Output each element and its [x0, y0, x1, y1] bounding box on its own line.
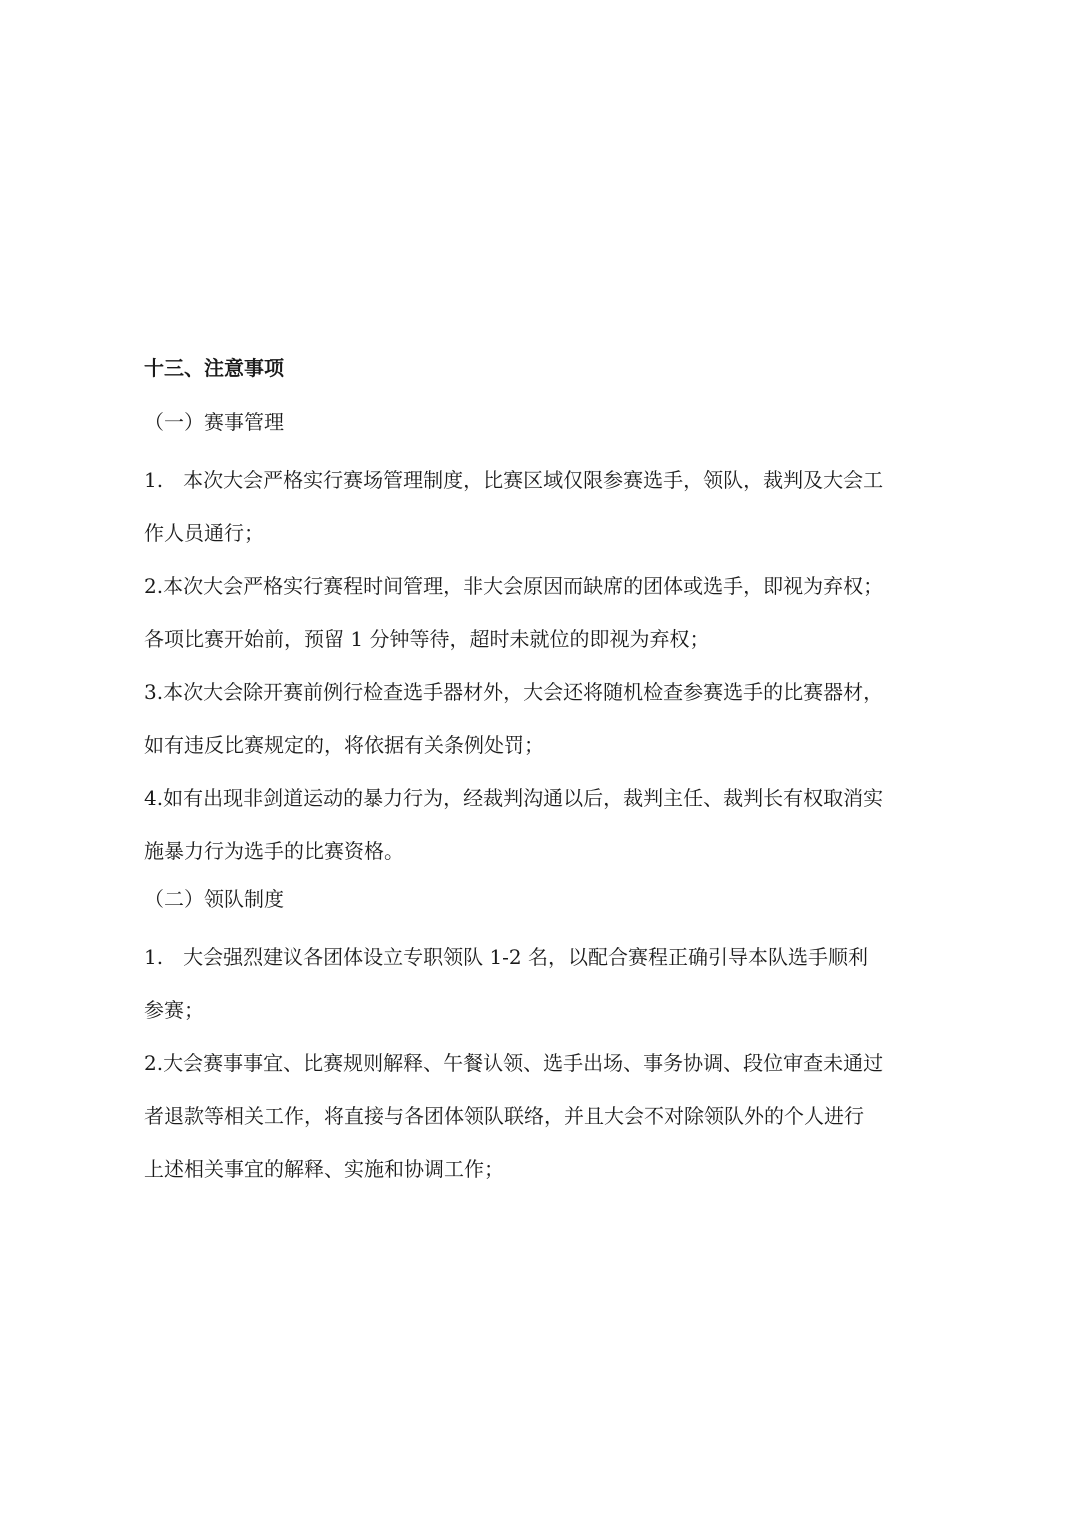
text-line: 如有违反比赛规定的，将依据有关条例处罚； [144, 733, 544, 757]
section-heading: 十三、注意事项 [144, 356, 284, 380]
list-item [144, 454, 944, 560]
text-line: 上述相关事宜的解释、实施和协调工作； [144, 1157, 504, 1181]
list-item [144, 1037, 944, 1196]
list-item [144, 560, 944, 666]
text-line: 3.本次大会除开赛前例行检查选手器材外，大会还将随机检查参赛选手的比赛器材， [144, 680, 884, 704]
text-line: 施暴力行为选手的比赛资格。 [144, 839, 404, 863]
document-body [144, 346, 944, 1196]
text-line: 作人员通行； [144, 521, 264, 545]
subsection-title-team-leader-system: （二）领队制度 [144, 887, 284, 911]
text-line: 4.如有出现非剑道运动的暴力行为，经裁判沟通以后，裁判主任、裁判长有权取消实 [144, 786, 884, 810]
text-line: 2.本次大会严格实行赛程时间管理，非大会原因而缺席的团体或选手，即视为弃权； [144, 574, 884, 598]
text-line: 参赛； [144, 998, 204, 1022]
list-item [144, 666, 944, 772]
text-line: 1. 本次大会严格实行赛场管理制度，比赛区域仅限参赛选手，领队，裁判及大会工 [144, 468, 884, 492]
subsection-title-event-management: （一）赛事管理 [144, 410, 284, 434]
list-item [144, 772, 944, 878]
text-line: 2.大会赛事事宜、比赛规则解释、午餐认领、选手出场、事务协调、段位审查未通过 [144, 1051, 884, 1075]
list-item [144, 931, 944, 1037]
text-line: 各项比赛开始前，预留 1 分钟等待，超时未就位的即视为弃权； [144, 627, 710, 651]
text-line: 1. 大会强烈建议各团体设立专职领队 1-2 名，以配合赛程正确引导本队选手顺利 [144, 945, 869, 969]
text-line: 者退款等相关工作，将直接与各团体领队联络，并且大会不对除领队外的个人进行 [144, 1104, 864, 1128]
